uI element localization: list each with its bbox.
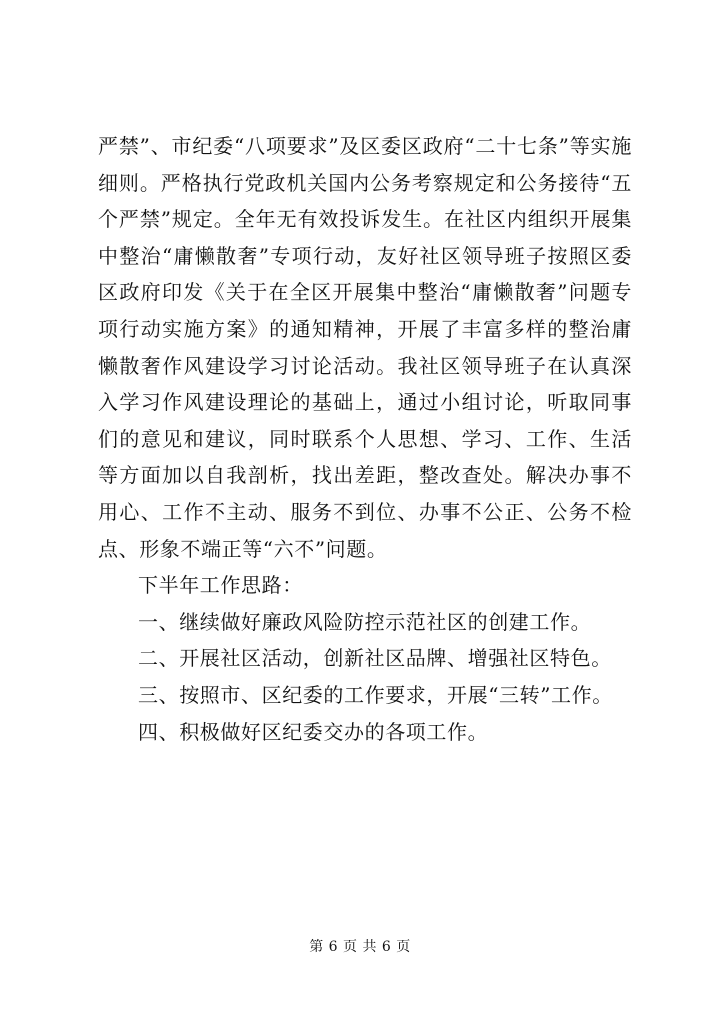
page-footer-page-number: 第 6 页 共 6 页: [309, 939, 411, 955]
document-body: [98, 128, 632, 750]
paragraph-plan-heading: 下半年工作思路：: [138, 573, 303, 598]
paragraph-plan-item-4: 四、积极做好区纪委交办的各项工作。: [138, 719, 489, 744]
paragraph-plan-item-1: 一、继续做好廉政风险防控示范社区的创建工作。: [138, 609, 592, 634]
paragraph-continuation: 严禁”、市纪委“八项要求”及区委区政府“二十七条”等实施细则。严格执行党政机关国内公务考察规定和公务接待“五个严禁”规定。全年无有效投诉发生。在社区内组织开展集中整治“庸懒散奢”专项行动，友好社区领导班子按照区委区政府印发《关于在全区开展集中整治“庸懒散奢”问题专项行动实施方案》的通知精神，开展了丰富多样的整治庸懒散奢作风建设学习讨论活动。我社区领导班子在认真深入学习作风建设理论的基础上，通过小组讨论，听取同事们的意见和建议，同时联系个人思想、学习、工作、生活等方面加以自我剖析，找出差距，整改查处。解决办事不用心、工作不主动、服务不到位、办事不公正、公务不检点、形象不端正等“六不”问题。: [98, 134, 632, 561]
paragraph-plan-item-2: 二、开展社区活动，创新社区品牌、增强社区特色。: [138, 646, 612, 671]
paragraph-plan-item-3: 三、按照市、区纪委的工作要求，开展“三转”工作。: [138, 682, 613, 707]
